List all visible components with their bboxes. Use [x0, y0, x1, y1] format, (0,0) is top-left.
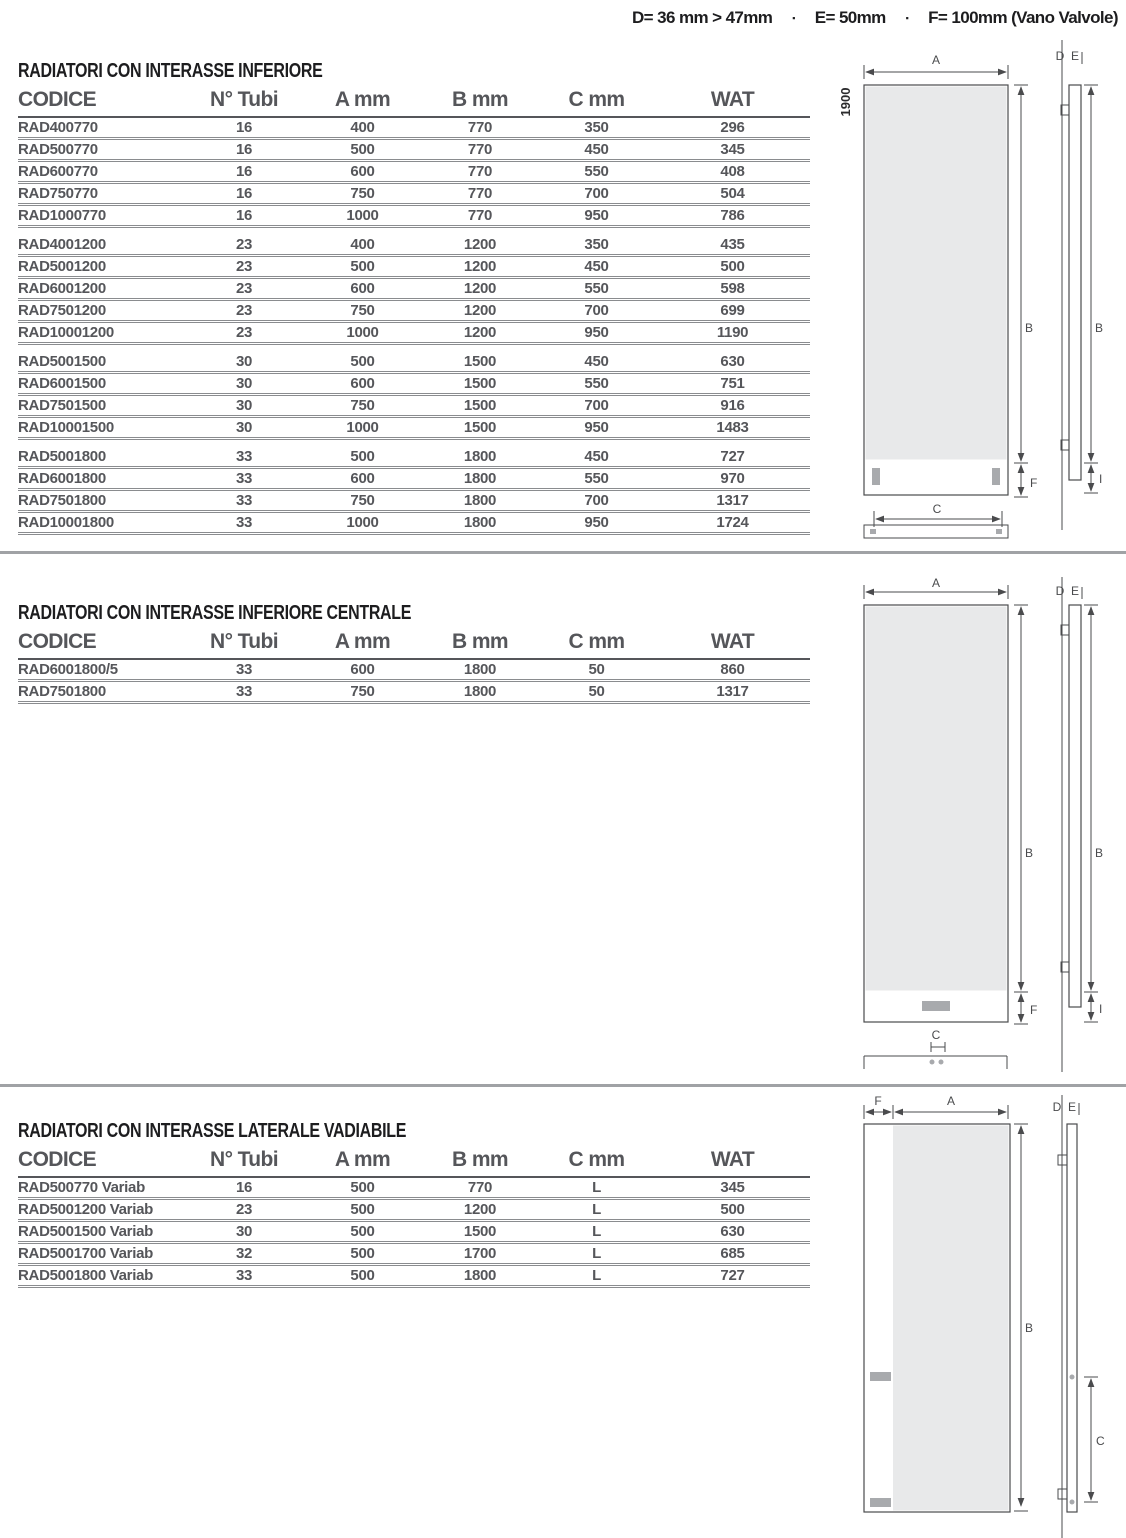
cell-value: 1800 — [422, 659, 538, 681]
cell-value: 1200 — [422, 278, 538, 300]
table-row — [18, 1243, 810, 1265]
col-a: A mm — [303, 1147, 422, 1177]
radiator-drawing-inferiore — [836, 40, 1126, 550]
table-row — [18, 468, 810, 490]
cell-value: 30 — [185, 352, 303, 373]
table-header-row — [18, 1147, 810, 1177]
col-b: B mm — [422, 1147, 538, 1177]
cell-value: 600 — [303, 278, 422, 300]
dim-d-label: D — [1055, 49, 1065, 63]
cell-value: 23 — [185, 322, 303, 344]
cell-value: 630 — [655, 1221, 810, 1243]
cell-value: 450 — [538, 139, 655, 161]
connection-right — [992, 468, 1000, 485]
cell-value: 408 — [655, 161, 810, 183]
col-codice: CODICE — [18, 629, 185, 659]
cell-value: 727 — [655, 1265, 810, 1287]
cell-codice: RAD7501800 — [18, 681, 185, 703]
cell-value: 500 — [303, 1177, 422, 1199]
cell-codice: RAD750770 — [18, 183, 185, 205]
cell-value: 600 — [303, 468, 422, 490]
cell-value: 345 — [655, 1177, 810, 1199]
cell-codice: RAD5001700 Variab — [18, 1243, 185, 1265]
cell-value: 500 — [655, 1199, 810, 1221]
dim-a-label: A — [946, 1095, 956, 1108]
cell-value: 500 — [655, 256, 810, 278]
side-view — [1053, 1095, 1105, 1538]
cell-value: L — [538, 1177, 655, 1199]
cell-value: 16 — [185, 205, 303, 227]
cell-value: 500 — [303, 1265, 422, 1287]
cell-value: 1500 — [422, 1221, 538, 1243]
cell-value: 1000 — [303, 322, 422, 344]
cell-value: 1800 — [422, 490, 538, 512]
cell-value: 600 — [303, 161, 422, 183]
center-spacing-mark — [931, 1042, 945, 1052]
cell-value: 600 — [303, 373, 422, 395]
cell-value: 50 — [538, 681, 655, 703]
dim-b-label: B — [1025, 846, 1034, 860]
cell-value: 700 — [538, 490, 655, 512]
cell-value: 950 — [538, 512, 655, 534]
table-row — [18, 373, 810, 395]
cell-value: 1000 — [303, 417, 422, 439]
cell-value: 450 — [538, 256, 655, 278]
cell-value: 600 — [303, 659, 422, 681]
cell-value: 500 — [303, 447, 422, 468]
cell-codice: RAD5001500 — [18, 352, 185, 373]
side-view — [1056, 40, 1103, 530]
spec-table-laterale — [18, 1147, 810, 1288]
cell-value: 970 — [655, 468, 810, 490]
cell-value: 33 — [185, 681, 303, 703]
table-row — [18, 300, 810, 322]
cell-codice: RAD5001800 — [18, 447, 185, 468]
cell-codice: RAD1000770 — [18, 205, 185, 227]
col-wat: WAT — [655, 87, 810, 117]
cell-value: 770 — [422, 1177, 538, 1199]
section-interasse-inferiore-centrale — [18, 602, 810, 704]
cell-value: 33 — [185, 1265, 303, 1287]
cell-value: L — [538, 1265, 655, 1287]
table-row — [18, 205, 810, 227]
radiator-profile — [1067, 1124, 1077, 1512]
cell-codice: RAD7501800 — [18, 490, 185, 512]
cell-codice: RAD5001200 — [18, 256, 185, 278]
table-row — [18, 659, 810, 681]
dim-f-label: F — [1030, 1003, 1038, 1017]
dim-e-label: E — [1070, 584, 1080, 598]
cell-value: 50 — [538, 659, 655, 681]
cell-codice: RAD7501200 — [18, 300, 185, 322]
cell-value: 550 — [538, 468, 655, 490]
section-interasse-laterale-variabile — [18, 1120, 810, 1288]
cell-value: 770 — [422, 117, 538, 139]
front-view — [864, 577, 1037, 1069]
cell-value: 1500 — [422, 352, 538, 373]
cell-value: 23 — [185, 278, 303, 300]
dim-b-label: B — [1095, 321, 1104, 335]
cell-value: 16 — [185, 1177, 303, 1199]
cell-codice: RAD5001800 Variab — [18, 1265, 185, 1287]
cell-codice: RAD5001200 Variab — [18, 1199, 185, 1221]
cell-value: 770 — [422, 205, 538, 227]
cell-value: 1190 — [655, 322, 810, 344]
section-divider — [0, 551, 1126, 554]
cell-value: 33 — [185, 447, 303, 468]
cell-value: 16 — [185, 183, 303, 205]
dim-c-label: C — [932, 502, 942, 516]
cell-codice: RAD6001800 — [18, 468, 185, 490]
col-b: B mm — [422, 629, 538, 659]
col-wat: WAT — [655, 1147, 810, 1177]
cell-value: 400 — [303, 235, 422, 256]
table-row — [18, 278, 810, 300]
col-codice: CODICE — [18, 1147, 185, 1177]
front-view — [838, 53, 1037, 538]
diagram-inferiore — [836, 40, 1126, 550]
cell-value: 770 — [422, 161, 538, 183]
cell-value: 450 — [538, 447, 655, 468]
cell-value: 500 — [303, 1199, 422, 1221]
cell-value: 450 — [538, 352, 655, 373]
col-c: C mm — [538, 1147, 655, 1177]
mounting-bar — [864, 1056, 1007, 1069]
cell-value: 500 — [303, 256, 422, 278]
cell-value: 550 — [538, 278, 655, 300]
section-title: RADIATORI CON INTERASSE INFERIORE CENTRALE — [18, 602, 412, 624]
dim-a-label: A — [931, 53, 941, 67]
col-a: A mm — [303, 629, 422, 659]
cell-value: 350 — [538, 235, 655, 256]
col-tubi: N° Tubi — [185, 87, 303, 117]
cell-value: 1800 — [422, 512, 538, 534]
cell-codice: RAD6001200 — [18, 278, 185, 300]
cell-codice: RAD6001800/5 — [18, 659, 185, 681]
separator-dot: ▪ — [792, 12, 795, 23]
cell-value: 1200 — [422, 256, 538, 278]
table-row — [18, 681, 810, 703]
cell-value: L — [538, 1221, 655, 1243]
radiator-drawing-laterale — [836, 1095, 1126, 1538]
table-row — [18, 235, 810, 256]
cell-value: 700 — [538, 300, 655, 322]
table-row — [18, 447, 810, 468]
group-gap — [18, 344, 810, 353]
cell-value: 33 — [185, 512, 303, 534]
connection-left — [872, 468, 880, 485]
cell-value: 32 — [185, 1243, 303, 1265]
cell-value: 16 — [185, 161, 303, 183]
separator-dot: ▪ — [905, 12, 909, 23]
section-title: RADIATORI CON INTERASSE LATERALE VADIABILE — [18, 1120, 407, 1142]
cell-value: 30 — [185, 1221, 303, 1243]
col-c: C mm — [538, 629, 655, 659]
col-tubi: N° Tubi — [185, 1147, 303, 1177]
cell-value: 500 — [303, 1221, 422, 1243]
cell-value: 700 — [538, 395, 655, 417]
cell-value: 1200 — [422, 1199, 538, 1221]
cell-value: L — [538, 1199, 655, 1221]
col-tubi: N° Tubi — [185, 629, 303, 659]
cell-value: 699 — [655, 300, 810, 322]
spec-table-inferiore — [18, 87, 810, 535]
dim-d-label: D — [1055, 584, 1065, 598]
cell-value: 750 — [303, 490, 422, 512]
cell-codice: RAD500770 — [18, 139, 185, 161]
cell-codice: RAD5001500 Variab — [18, 1221, 185, 1243]
cell-value: 400 — [303, 117, 422, 139]
cell-value: 296 — [655, 117, 810, 139]
table-header-row — [18, 87, 810, 117]
table-row — [18, 490, 810, 512]
cell-value: 1317 — [655, 490, 810, 512]
cell-value: 751 — [655, 373, 810, 395]
spec-f: F= 100mm (Vano Valvole) — [928, 8, 1118, 27]
cell-value: 1700 — [422, 1243, 538, 1265]
cell-value: 770 — [422, 183, 538, 205]
cell-value: 435 — [655, 235, 810, 256]
radiator-profile — [1069, 85, 1081, 480]
dim-b-label: B — [1025, 321, 1034, 335]
group-gap — [18, 439, 810, 448]
cell-codice: RAD4001200 — [18, 235, 185, 256]
diagram-laterale-variabile — [836, 1095, 1126, 1538]
table-row — [18, 395, 810, 417]
table-row — [18, 352, 810, 373]
dim-c-label: C — [931, 1028, 941, 1042]
cell-value: 30 — [185, 395, 303, 417]
table-row — [18, 417, 810, 439]
dim-b-label: B — [1025, 1321, 1034, 1335]
table-row — [18, 183, 810, 205]
cell-value: 727 — [655, 447, 810, 468]
cell-value: 23 — [185, 235, 303, 256]
cell-value: 700 — [538, 183, 655, 205]
table-row — [18, 1177, 810, 1199]
table-row — [18, 139, 810, 161]
radiator-drawing-centrale — [836, 577, 1126, 1082]
group-gap — [18, 227, 810, 236]
cell-value: 1500 — [422, 373, 538, 395]
cell-value: 1317 — [655, 681, 810, 703]
front-view — [864, 1095, 1033, 1512]
cell-value: 1724 — [655, 512, 810, 534]
cell-value: 950 — [538, 322, 655, 344]
table-row — [18, 322, 810, 344]
cell-value: 685 — [655, 1243, 810, 1265]
spec-e: E= 50mm — [814, 8, 886, 27]
table-row — [18, 512, 810, 534]
table-header-row — [18, 629, 810, 659]
cell-value: 860 — [655, 659, 810, 681]
cell-value: 500 — [303, 352, 422, 373]
cell-value: 33 — [185, 659, 303, 681]
side-view — [1056, 577, 1103, 1072]
cell-value: 750 — [303, 681, 422, 703]
cell-codice: RAD10001200 — [18, 322, 185, 344]
cell-value: 33 — [185, 468, 303, 490]
cell-value: 1800 — [422, 1265, 538, 1287]
cell-value: 1200 — [422, 235, 538, 256]
cell-value: 550 — [538, 161, 655, 183]
cell-value: 750 — [303, 183, 422, 205]
cell-codice: RAD500770 Variab — [18, 1177, 185, 1199]
section-title: RADIATORI CON INTERASSE INFERIORE — [18, 60, 323, 82]
connection-center — [922, 1001, 950, 1011]
lateral-port-bottom — [1070, 1500, 1075, 1505]
cell-value: L — [538, 1243, 655, 1265]
spec-table-inferiore-centrale — [18, 629, 810, 704]
table-row — [18, 256, 810, 278]
dim-b-label: B — [1095, 846, 1104, 860]
cell-value: 1200 — [422, 322, 538, 344]
section-interasse-inferiore — [18, 60, 810, 535]
col-a: A mm — [303, 87, 422, 117]
diagram-inferiore-centrale — [836, 577, 1126, 1082]
cell-value: 950 — [538, 417, 655, 439]
cell-value: 30 — [185, 417, 303, 439]
cell-value: 23 — [185, 256, 303, 278]
dim-f-label: F — [874, 1095, 882, 1108]
cell-value: 630 — [655, 352, 810, 373]
dim-f-label: F — [1030, 476, 1038, 490]
dim-e-label: E — [1067, 1100, 1077, 1114]
cell-value: 750 — [303, 395, 422, 417]
cell-value: 916 — [655, 395, 810, 417]
col-c: C mm — [538, 87, 655, 117]
table-row — [18, 1221, 810, 1243]
cell-value: 1000 — [303, 512, 422, 534]
cell-value: 500 — [303, 139, 422, 161]
cell-value: 1483 — [655, 417, 810, 439]
cell-value: 1000 — [303, 205, 422, 227]
cell-value: 1800 — [422, 447, 538, 468]
cell-value: 550 — [538, 373, 655, 395]
cell-value: 23 — [185, 1199, 303, 1221]
dim-e-label: E — [1070, 49, 1080, 63]
dim-i-label: I — [1099, 1002, 1103, 1016]
cell-value: 23 — [185, 300, 303, 322]
cell-value: 500 — [303, 1243, 422, 1265]
cell-value: 598 — [655, 278, 810, 300]
cell-value: 1500 — [422, 395, 538, 417]
spec-d: D= 36 mm > 47mm — [632, 8, 773, 27]
dim-c-label: C — [1096, 1434, 1105, 1448]
dim-i-label: I — [1099, 472, 1103, 486]
radiator-profile — [1069, 605, 1081, 1007]
col-wat: WAT — [655, 629, 810, 659]
col-codice: CODICE — [18, 87, 185, 117]
table-row — [18, 1265, 810, 1287]
col-b: B mm — [422, 87, 538, 117]
cell-value: 1800 — [422, 468, 538, 490]
cell-value: 504 — [655, 183, 810, 205]
lateral-port-top — [1070, 1375, 1075, 1380]
dim-a-label: A — [931, 577, 941, 590]
cell-codice: RAD7501500 — [18, 395, 185, 417]
connection-bottom — [870, 1498, 891, 1507]
table-row — [18, 1199, 810, 1221]
dim-d-label: D — [1052, 1100, 1062, 1114]
cell-value: 750 — [303, 300, 422, 322]
cell-codice: RAD400770 — [18, 117, 185, 139]
cell-value: 16 — [185, 139, 303, 161]
section-divider — [0, 1084, 1126, 1087]
cell-value: 950 — [538, 205, 655, 227]
connection-mid — [870, 1372, 891, 1381]
cell-value: 1500 — [422, 417, 538, 439]
overall-height-label: 1900 — [838, 87, 853, 117]
cell-codice: RAD6001500 — [18, 373, 185, 395]
cell-value: 350 — [538, 117, 655, 139]
cell-codice: RAD600770 — [18, 161, 185, 183]
table-row — [18, 161, 810, 183]
cell-value: 345 — [655, 139, 810, 161]
table-row — [18, 117, 810, 139]
dimension-spec-line — [632, 8, 1118, 28]
cell-value: 33 — [185, 490, 303, 512]
cell-value: 1200 — [422, 300, 538, 322]
cell-value: 16 — [185, 117, 303, 139]
cell-value: 786 — [655, 205, 810, 227]
cell-codice: RAD10001800 — [18, 512, 185, 534]
cell-value: 770 — [422, 139, 538, 161]
cell-value: 30 — [185, 373, 303, 395]
cell-codice: RAD10001500 — [18, 417, 185, 439]
cell-value: 1800 — [422, 681, 538, 703]
mounting-bar — [864, 525, 1008, 538]
